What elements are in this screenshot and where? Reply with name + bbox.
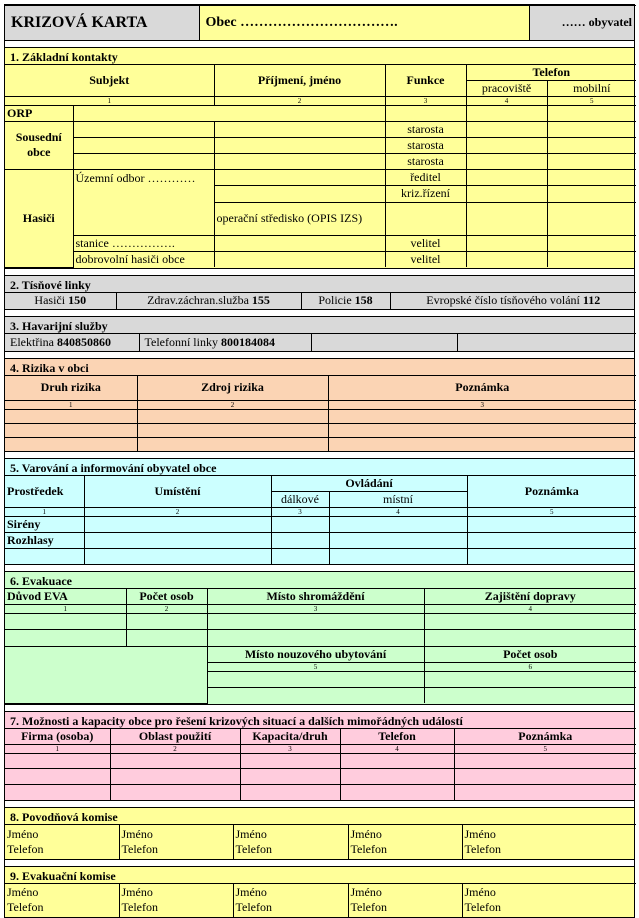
input-cell[interactable] [207, 687, 424, 703]
jmeno-label: Jméno [236, 827, 346, 842]
jmeno-label: Jméno [122, 885, 231, 900]
input-cell[interactable] [5, 646, 207, 703]
jmeno-label: Jméno [465, 827, 635, 842]
input-cell[interactable] [547, 153, 636, 169]
section-emergency-services [4, 316, 635, 352]
member-cell[interactable] [462, 825, 636, 859]
col-firma: Firma (osoba) [5, 728, 110, 744]
section-title: 5. Varování a informování obyvatel obce [5, 459, 634, 475]
jmeno-label: Jméno [465, 885, 635, 900]
input-cell[interactable] [385, 105, 466, 121]
input-cell[interactable] [466, 169, 547, 185]
input-cell[interactable] [214, 185, 385, 202]
col-num: 3 [207, 604, 424, 613]
section-title: 6. Evakuace [5, 572, 634, 588]
input-cell[interactable] [207, 613, 424, 629]
member-cell[interactable] [233, 825, 348, 859]
telefon-label: Telefon [351, 842, 460, 857]
member-cell[interactable] [119, 825, 233, 859]
member-cell[interactable] [233, 883, 348, 917]
input-cell[interactable] [457, 334, 636, 351]
input-cell[interactable] [5, 409, 137, 423]
col-kapacita: Kapacita/druh [240, 728, 340, 744]
col-pocet-osob: Počet osob [126, 588, 207, 604]
input-cell[interactable] [328, 423, 636, 437]
row-sousedni-obce: Sousední obce [5, 121, 73, 169]
input-cell[interactable] [126, 613, 207, 629]
elektrina-label: Elektřina [10, 335, 54, 349]
hasici-label: Hasiči [34, 293, 65, 307]
jmeno-label: Jméno [351, 827, 460, 842]
col-num: 5 [454, 744, 636, 753]
input-cell[interactable] [137, 409, 328, 423]
input-cell[interactable] [328, 437, 636, 451]
operacni-stredisko: operační středisko (OPIS IZS) [214, 202, 385, 235]
col-oblast-pouziti: Oblast použití [110, 728, 240, 744]
telefon-label: Telefon [7, 900, 117, 915]
telefon-label: Telefon [236, 842, 346, 857]
input-cell[interactable] [424, 687, 636, 703]
input-cell[interactable] [271, 517, 329, 533]
col-num: 5 [207, 662, 424, 671]
elektrina-number[interactable]: 840850860 [57, 335, 111, 349]
input-cell[interactable] [328, 409, 636, 423]
col-telefon: Telefon [340, 728, 454, 744]
funkce-reditel: ředitel [385, 169, 466, 185]
input-cell[interactable] [547, 235, 636, 251]
col-zajisteni-dopravy: Zajištění dopravy [424, 588, 636, 604]
col-pocet-osob-2: Počet osob [424, 646, 636, 662]
input-cell[interactable] [5, 437, 137, 451]
input-cell[interactable] [207, 629, 424, 646]
col-mistni: místní [329, 492, 467, 508]
input-cell[interactable] [5, 784, 110, 800]
input-cell[interactable] [84, 533, 271, 549]
telefon-label: Telefon [122, 842, 231, 857]
input-cell[interactable] [340, 753, 454, 768]
jmeno-label: Jméno [236, 885, 346, 900]
funkce-starosta: starosta [385, 153, 466, 169]
input-cell[interactable] [5, 753, 110, 768]
section-risks [4, 358, 635, 453]
section-title: 8. Povodňová komise [5, 808, 634, 824]
col-num: 6 [424, 662, 636, 671]
obec-field[interactable]: Obec ……………………………. [199, 6, 529, 40]
input-cell[interactable] [547, 105, 636, 121]
col-num: 5 [547, 96, 636, 105]
section-warning [4, 458, 635, 565]
section-title: 1. Základní kontakty [5, 48, 634, 64]
input-cell[interactable] [5, 629, 126, 646]
input-cell[interactable] [5, 423, 137, 437]
funkce-kriz-rizeni: kriz.řízení [385, 185, 466, 202]
input-cell[interactable] [329, 517, 467, 533]
input-cell[interactable] [329, 549, 467, 564]
col-num: 1 [5, 604, 126, 613]
policie-label: Policie [318, 293, 351, 307]
input-cell[interactable] [240, 768, 340, 784]
col-num: 2 [137, 400, 328, 409]
input-cell[interactable] [214, 153, 385, 169]
col-funkce: Funkce [385, 64, 466, 96]
col-poznamka: Poznámka [454, 728, 636, 744]
input-cell[interactable] [73, 137, 214, 153]
section-evacuation [4, 571, 635, 705]
input-cell[interactable] [467, 517, 636, 533]
input-cell[interactable] [271, 549, 329, 564]
col-num: 4 [466, 96, 547, 105]
input-cell[interactable] [73, 105, 385, 121]
row-orp: ORP [5, 105, 73, 121]
input-cell[interactable] [214, 169, 385, 185]
input-cell[interactable] [214, 121, 385, 137]
section-evacuation-committee [4, 866, 635, 918]
input-cell[interactable] [454, 784, 636, 800]
jmeno-label: Jméno [351, 885, 460, 900]
input-cell[interactable] [84, 549, 271, 564]
input-cell[interactable] [240, 784, 340, 800]
col-num: 1 [5, 400, 137, 409]
funkce-starosta: starosta [385, 121, 466, 137]
input-cell[interactable] [466, 137, 547, 153]
col-dalkove: dálkové [271, 492, 329, 508]
input-cell[interactable] [311, 334, 457, 351]
input-cell[interactable] [214, 251, 385, 267]
input-cell[interactable] [340, 784, 454, 800]
input-cell[interactable] [547, 137, 636, 153]
col-num: 5 [467, 508, 636, 517]
input-cell[interactable] [271, 533, 329, 549]
member-cell[interactable] [5, 883, 119, 917]
jmeno-label: Jméno [7, 827, 117, 842]
zdrav-number[interactable]: 155 [252, 293, 270, 307]
col-num: 1 [5, 508, 84, 517]
col-num: 3 [328, 400, 636, 409]
zdrav-label: Zdrav.záchran.služba [147, 293, 249, 307]
col-ovladani: Ovládání [271, 476, 467, 492]
col-umisteni: Umístění [84, 476, 271, 508]
input-cell[interactable] [110, 753, 240, 768]
col-num: 2 [110, 744, 240, 753]
telefon-label: Telefonní linky [145, 335, 218, 349]
member-cell[interactable] [348, 883, 462, 917]
section-capacities [4, 711, 635, 802]
col-misto-shromazdeni: Místo shromáždění [207, 588, 424, 604]
col-num: 4 [329, 508, 467, 517]
input-cell[interactable] [385, 202, 466, 235]
input-cell[interactable] [5, 768, 110, 784]
col-misto-ubytovani: Místo nouzového ubytování [207, 646, 424, 662]
obyvatel-field[interactable]: …… obyvatel [529, 6, 636, 40]
telefon-number[interactable]: 800184084 [221, 335, 275, 349]
stanice: stanice ……………. [73, 235, 214, 251]
row-hasici: Hasiči [5, 169, 73, 267]
input-cell[interactable] [547, 169, 636, 185]
card-header [4, 4, 635, 41]
input-cell[interactable] [466, 202, 547, 235]
col-druh-rizika: Druh rizika [5, 375, 137, 400]
funkce-starosta: starosta [385, 137, 466, 153]
telefon-label: Telefon [351, 900, 460, 915]
input-cell[interactable] [207, 671, 424, 687]
section-title: 9. Evakuační komise [5, 867, 634, 883]
input-cell[interactable] [466, 235, 547, 251]
input-cell[interactable] [547, 121, 636, 137]
col-telefon: Telefon [466, 64, 636, 80]
input-cell[interactable] [466, 121, 547, 137]
dobrovolni-hasici: dobrovolní hasiči obce [73, 251, 214, 267]
input-cell[interactable] [424, 629, 636, 646]
input-cell[interactable] [110, 768, 240, 784]
col-num: 2 [126, 604, 207, 613]
input-cell[interactable] [454, 768, 636, 784]
section-emergency-lines [4, 275, 635, 311]
section-basic-contacts [4, 47, 635, 269]
input-cell[interactable] [5, 613, 126, 629]
col-num: 4 [424, 604, 636, 613]
telefon-label: Telefon [236, 900, 346, 915]
crisis-card [4, 4, 635, 918]
col-num: 3 [240, 744, 340, 753]
col-poznamka: Poznámka [467, 476, 636, 508]
section-title: 7. Možnosti a kapacity obce pro řešení krizových situací a dalších mimořádných událostí [5, 712, 634, 728]
col-duvod-eva: Důvod EVA [5, 588, 126, 604]
evrop-number[interactable]: 112 [583, 293, 600, 307]
input-cell[interactable] [424, 613, 636, 629]
input-cell[interactable] [547, 202, 636, 235]
input-cell[interactable] [467, 549, 636, 564]
input-cell[interactable] [137, 437, 328, 451]
input-cell[interactable] [214, 137, 385, 153]
policie-number[interactable]: 158 [355, 293, 373, 307]
col-num: 4 [340, 744, 454, 753]
input-cell[interactable] [240, 753, 340, 768]
input-cell[interactable] [467, 533, 636, 549]
funkce-velitel: velitel [385, 251, 466, 267]
row-rozhlasy: Rozhlasy [5, 533, 84, 549]
member-cell[interactable] [119, 883, 233, 917]
col-num: 2 [84, 508, 271, 517]
input-cell[interactable] [84, 517, 271, 533]
telefon-label: Telefon [465, 842, 635, 857]
jmeno-label: Jméno [7, 885, 117, 900]
section-title: 2. Tísňové linky [5, 276, 634, 292]
member-cell[interactable] [348, 825, 462, 859]
col-num: 1 [5, 96, 214, 105]
jmeno-label: Jméno [122, 827, 231, 842]
col-num: 3 [271, 508, 329, 517]
col-subjekt: Subjekt [5, 64, 214, 96]
input-cell[interactable] [466, 153, 547, 169]
col-num: 3 [385, 96, 466, 105]
telefon-label: Telefon [122, 900, 231, 915]
input-cell[interactable] [73, 153, 214, 169]
telefon-label: Telefon [465, 900, 635, 915]
col-num: 2 [214, 96, 385, 105]
col-mobilni: mobilní [547, 80, 636, 96]
input-cell[interactable] [547, 185, 636, 202]
input-cell[interactable] [424, 671, 636, 687]
funkce-velitel: velitel [385, 235, 466, 251]
section-title: 4. Rizika v obci [5, 359, 634, 375]
input-cell[interactable] [329, 533, 467, 549]
input-cell[interactable] [454, 753, 636, 768]
section-title: 3. Havarijní služby [5, 317, 634, 333]
input-cell[interactable] [5, 549, 84, 564]
member-cell[interactable] [462, 883, 636, 917]
uzemni-odbor: Územní odbor ………… [73, 169, 214, 235]
member-cell[interactable] [5, 825, 119, 859]
input-cell[interactable] [110, 784, 240, 800]
evrop-label: Evropské číslo tísňového volání [426, 293, 580, 307]
input-cell[interactable] [340, 768, 454, 784]
section-flood-committee [4, 807, 635, 860]
col-prostredek: Prostředek [5, 476, 84, 508]
input-cell[interactable] [466, 105, 547, 121]
input-cell[interactable] [466, 251, 547, 267]
input-cell[interactable] [73, 121, 214, 137]
hasici-number[interactable]: 150 [68, 293, 86, 307]
input-cell[interactable] [214, 235, 385, 251]
col-pracoviste: pracoviště [466, 80, 547, 96]
row-sireny: Sirény [5, 517, 84, 533]
card-title: KRIZOVÁ KARTA [5, 6, 199, 40]
col-zdroj-rizika: Zdroj rizika [137, 375, 328, 400]
input-cell[interactable] [126, 629, 207, 646]
input-cell[interactable] [547, 251, 636, 267]
col-jmeno: Příjmení, jméno [214, 64, 385, 96]
col-poznamka: Poznámka [328, 375, 636, 400]
col-num: 1 [5, 744, 110, 753]
input-cell[interactable] [137, 423, 328, 437]
telefon-label: Telefon [7, 842, 117, 857]
input-cell[interactable] [466, 185, 547, 202]
